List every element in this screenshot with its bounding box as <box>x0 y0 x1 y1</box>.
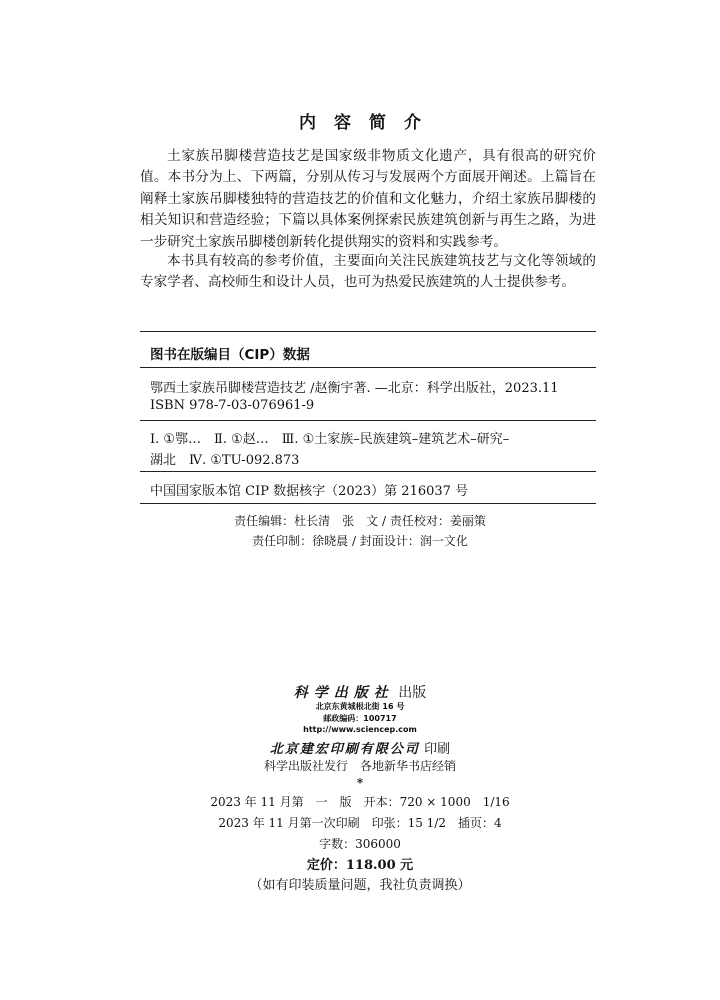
divider-bottom <box>140 503 596 504</box>
cip-classification-2: 湖北 Ⅳ. ①TU-092.873 <box>150 453 300 468</box>
publisher-url: http://www.sciencep.com <box>303 725 417 734</box>
publisher-line <box>0 682 720 702</box>
publisher-postcode: 邮政编码：100717 <box>323 714 397 723</box>
price: 定价：118.00 元 <box>306 858 414 873</box>
divider-cip-class <box>140 471 596 472</box>
divider-top <box>140 331 596 332</box>
publisher-name: 科学出版社 <box>293 685 394 701</box>
summary-paragraph-2: 本书具有较高的参考价值，主要面向关注民族建筑技艺与文化等领域的专家学者、高校师生和设计人员，也可为热爱民族建筑的人士提供参考。 <box>140 253 596 291</box>
publisher-address: 北京东黄城根北街 16 号 <box>315 702 405 711</box>
edition-line-1: 2023 年 11 月第 一 版 开本：720 × 1000 1/16 <box>210 795 510 809</box>
responsibility-line-1: 责任编辑：杜长清 张 文 / 责任校对：姜丽策 <box>234 514 486 528</box>
summary-paragraph-1: 土家族吊脚楼营造技艺是国家级非物质文化遗产，具有很高的研究价值。本书分为上、下两篇，分别从传习与发展两个方面展开阐述。上篇旨在阐释土家族吊脚楼独特的营造技艺的价值和文化魅力，介绍土家族吊脚楼的相关知识和营造经验；下篇以具体案例探索民族建筑创新与再生之路，为进一步研究土家族吊脚楼创新转化提供翔实的资料和实践参考。 <box>140 148 596 250</box>
printer-name: 北京建宏印刷有限公司 <box>269 742 420 757</box>
separator-star: * <box>356 776 364 790</box>
distribution-line: 科学出版社发行 各地新华书店经销 <box>263 759 456 773</box>
cip-heading: 图书在版编目（CIP）数据 <box>150 347 310 363</box>
cip-record-number: 中国国家版本馆 CIP 数据核字（2023）第 216037 号 <box>150 484 469 499</box>
divider-cip-isbn <box>140 420 596 421</box>
printer-line <box>0 738 720 757</box>
printer-suffix: 印刷 <box>424 742 451 757</box>
publisher-suffix: 出版 <box>398 685 427 701</box>
cip-classification-1: Ⅰ. ①鄂… Ⅱ. ①赵… Ⅲ. ①土家族–民族建筑–建筑艺术–研究– <box>150 432 510 447</box>
responsibility-line-2: 责任印制：徐晓晨 / 封面设计：润一文化 <box>252 534 468 548</box>
cip-isbn: ISBN 978-7-03-076961-9 <box>150 398 315 413</box>
edition-line-2: 2023 年 11 月第一次印刷 印张：15 1/2 插页：4 <box>218 816 502 830</box>
divider-cip-heading <box>140 367 596 368</box>
page-title: 内容简介 <box>299 113 439 133</box>
quality-notice: （如有印装质量问题，我社负责调换） <box>249 878 471 893</box>
word-count: 字数：306000 <box>319 837 401 851</box>
cip-title-line: 鄂西土家族吊脚楼营造技艺 /赵衡宇著. —北京：科学出版社，2023.11 <box>150 381 559 396</box>
